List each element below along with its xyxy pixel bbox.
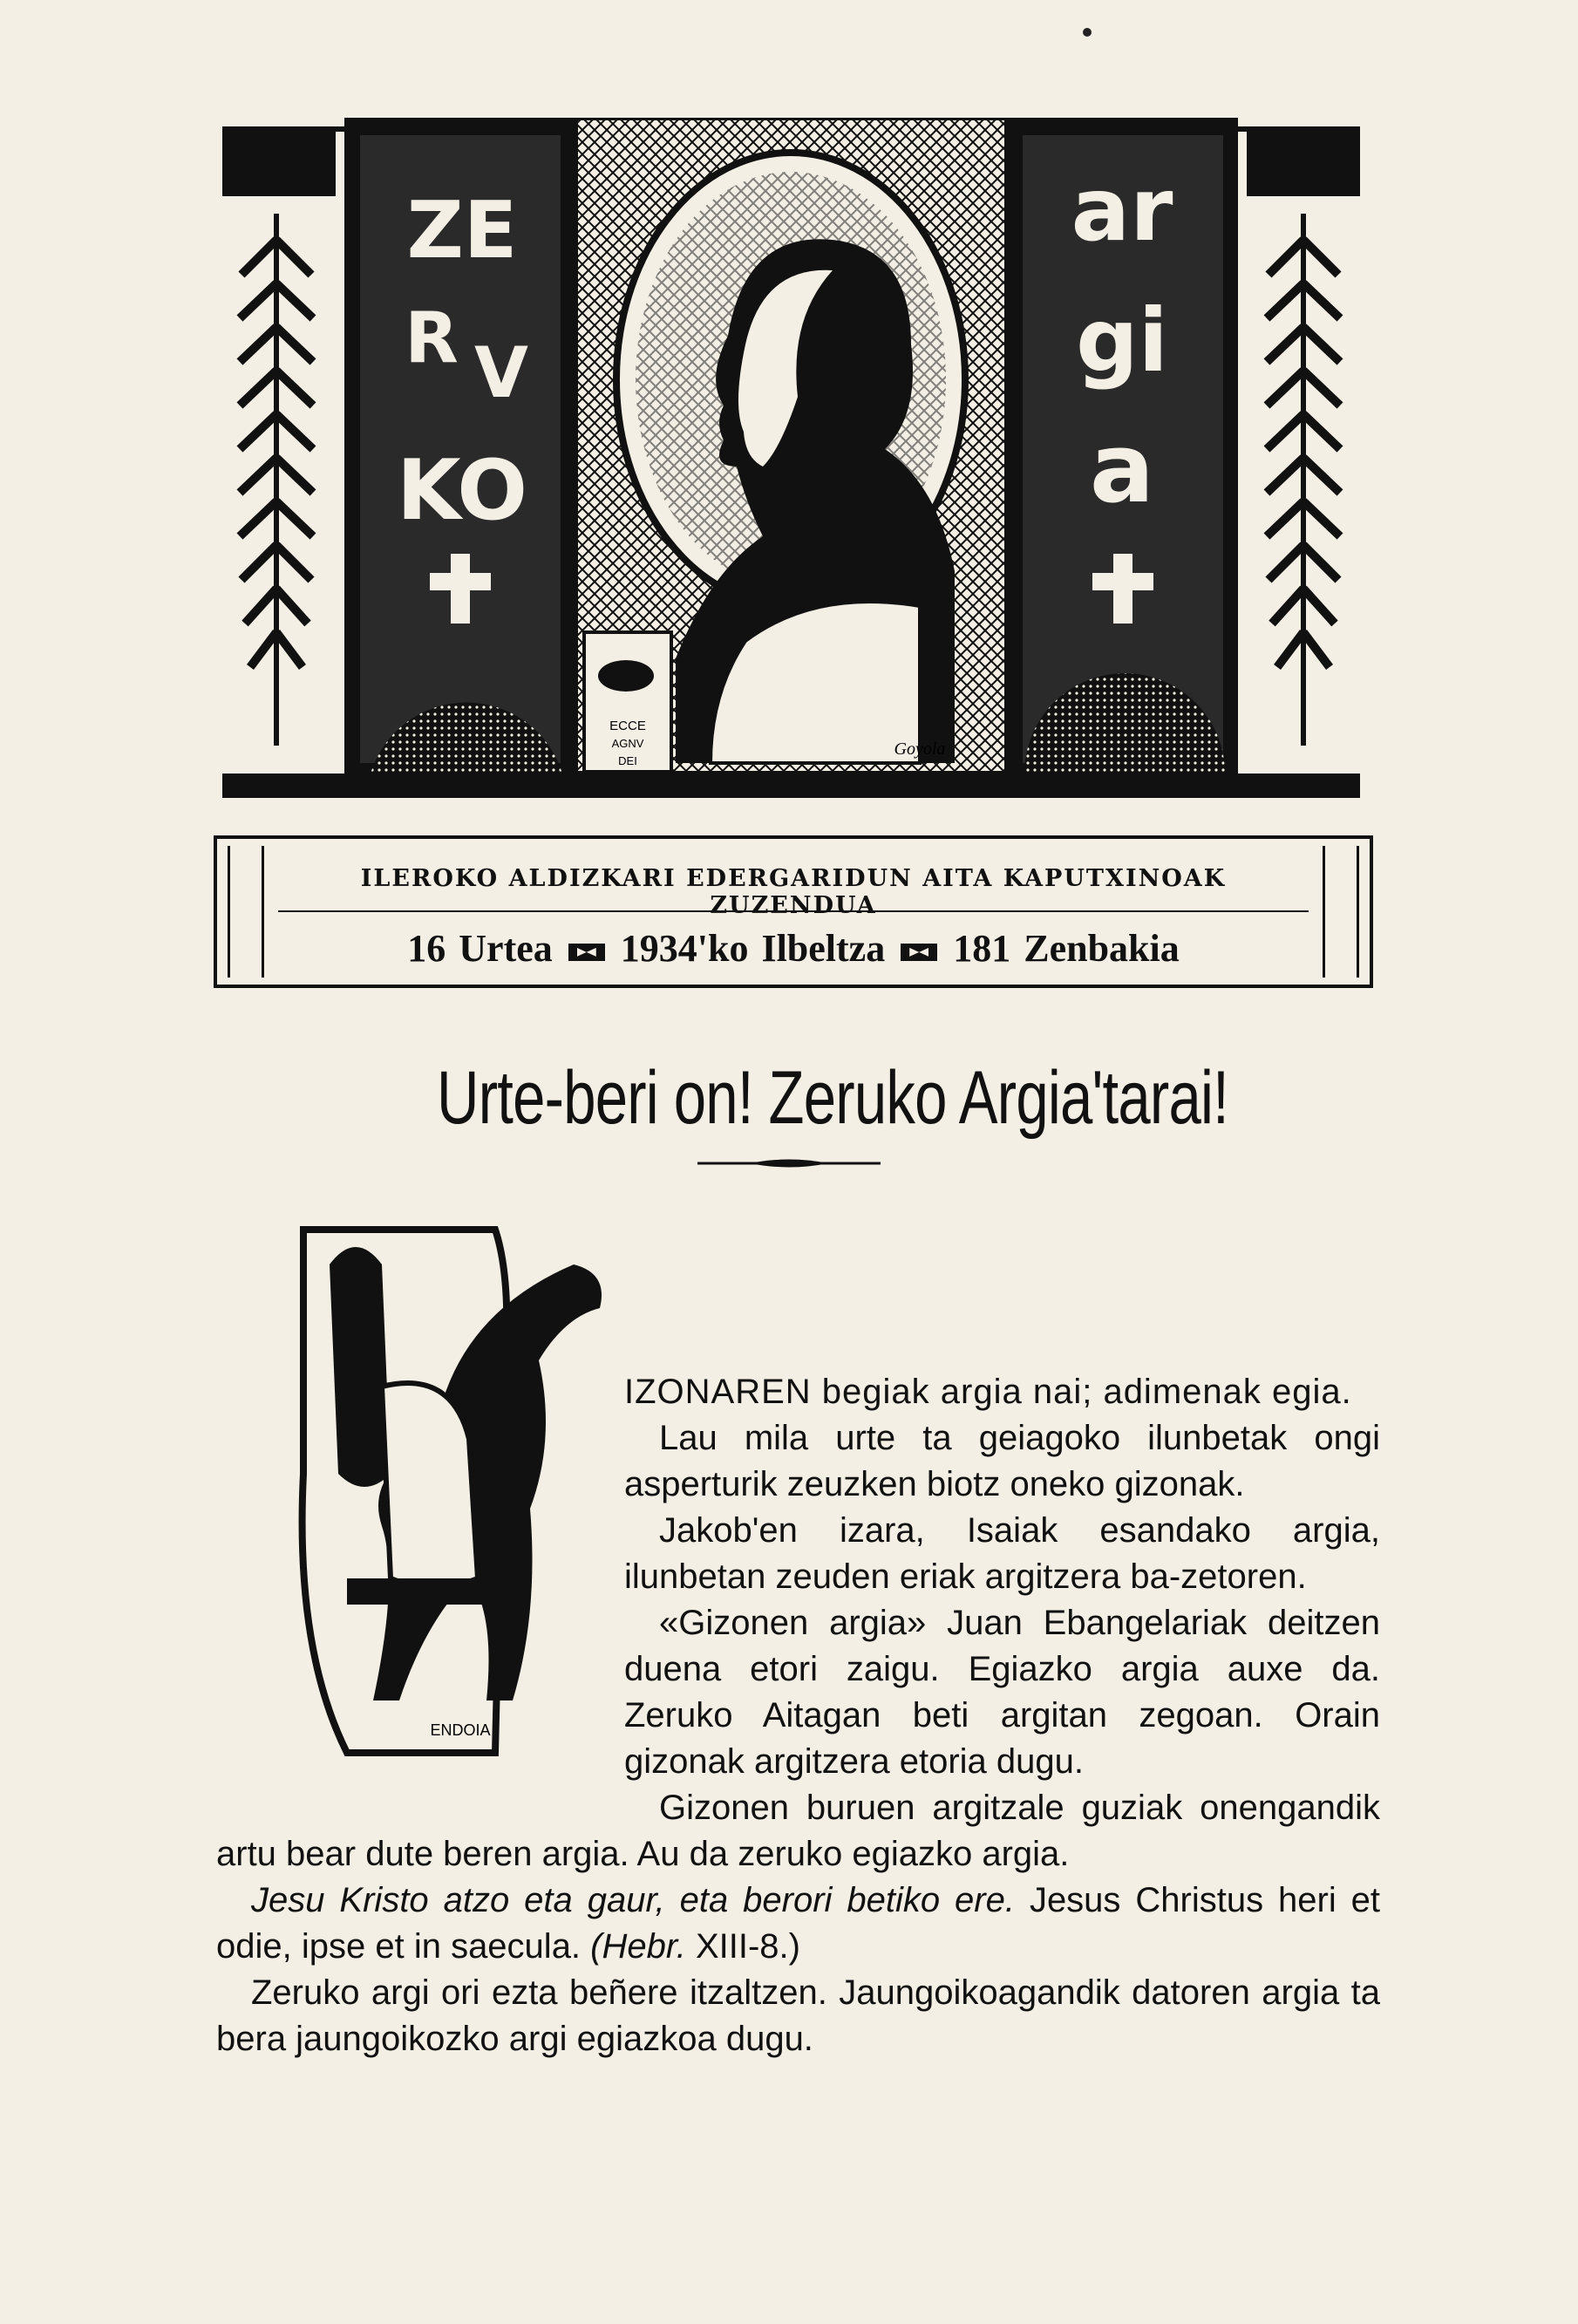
masthead-letters-left-4: KO	[396, 443, 528, 539]
paragraph: Gizonen buruen argitzale guziak onengandik artu bear dute beren argia. Au da zeruko egiazko argia.	[216, 1789, 1380, 1873]
headline-ornament-rule	[697, 1155, 881, 1171]
masthead-letters-left-2: R	[405, 297, 459, 378]
quote-reference: (Hebr.	[590, 1927, 686, 1966]
quote-reference-number: XIII-8.)	[695, 1927, 800, 1966]
plaque-line-1: ECCE	[609, 719, 646, 733]
ink-speck	[1083, 28, 1092, 37]
separator-ornament	[568, 944, 605, 961]
article-body	[216, 1369, 1380, 2062]
paragraph: Zeruko argi ori ezta beñere itzaltzen. Jaungoikoagandik datoren argia ta bera jaungoikozko argi egiazkoa dugu.	[216, 1973, 1380, 2058]
scripture-quote	[216, 1878, 1380, 1970]
issue-year: 16 Urtea	[407, 927, 553, 970]
article-headline: Urte-beri on! Zeruko Argia'tarai!	[437, 1056, 1228, 1140]
paragraph: Lau mila urte ta geiagoko ilunbetak ongi asperturik zeuzken biotz oneko gizonak.	[624, 1419, 1380, 1503]
issue-info-box	[214, 835, 1373, 988]
masthead-letters-left-1: ZE	[406, 185, 518, 276]
plaque-line-2: AGNV	[611, 737, 644, 750]
issue-details	[278, 926, 1309, 971]
issue-number: 181 Zenbakia	[953, 927, 1180, 970]
separator-ornament	[901, 944, 937, 961]
artist-signature: Goyola	[894, 739, 946, 759]
paragraph: Jakob'en izara, Isaiak esandako argia, ilunbetan zeuden eriak argitzera ba-zetoren.	[624, 1511, 1380, 1596]
quote-italic: Jesu Kristo atzo eta gaur, eta berori betiko ere.	[251, 1881, 1015, 1919]
paragraph-opening: IZONAREN begiak argia nai; adimenak egia.	[624, 1373, 1352, 1411]
quote-latin: Jesus Christus heri et odie, ipse et in saecula.	[216, 1881, 1381, 1966]
masthead-letters-right-2: gi	[1076, 290, 1168, 392]
info-divider	[278, 910, 1309, 912]
masthead-letters-right-3: a	[1089, 412, 1155, 524]
illustration-wrap-space	[216, 1369, 624, 1796]
masthead-illustration	[222, 118, 1360, 807]
masthead-letters-right-1: ar	[1071, 159, 1173, 261]
plaque-line-3: DEI	[618, 754, 637, 767]
issue-date: 1934'ko Ilbeltza	[620, 927, 886, 970]
masthead-artwork	[222, 118, 1360, 807]
illustration-signature: ENDOIA	[430, 1721, 491, 1739]
paragraph: «Gizonen argia» Juan Ebangelariak deitzen duena etori zaigu. Egiazko argia auxe da. Zeruko Aitagan beti argitan zegoan. Orain gizonak argitzera etoria dugu.	[624, 1604, 1380, 1781]
masthead-letters-left-3: V	[474, 332, 528, 413]
publication-tagline: ILEROKO ALDIZKARI EDERGARIDUN AITA KAPUTXINOAK ZUZENDUA	[360, 865, 1227, 919]
